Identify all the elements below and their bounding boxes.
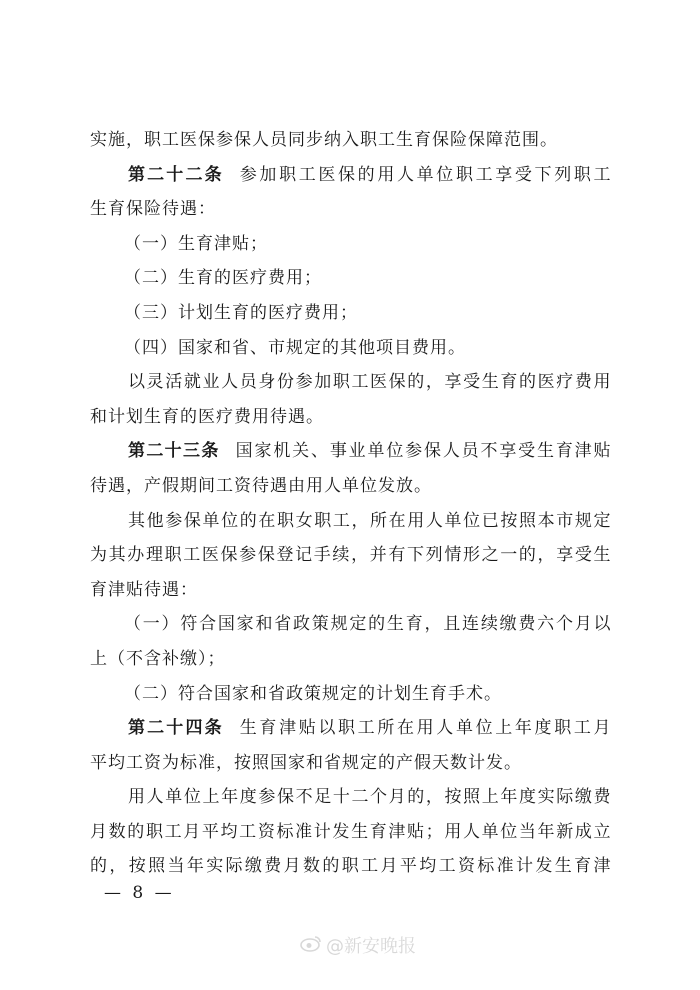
text-line: 和计划生育的医疗费用待遇。 bbox=[90, 407, 324, 427]
watermark bbox=[300, 932, 416, 958]
text-line: 的，按照当年实际缴费月数的职工月平均工资标准计发生育津 bbox=[90, 856, 612, 876]
text-line: 上（不含补缴）； bbox=[90, 649, 226, 669]
list-item: （一）生育津贴； bbox=[124, 234, 268, 254]
text-line: 育津贴待遇： bbox=[90, 580, 198, 600]
page-number: — 8 — bbox=[104, 883, 175, 903]
list-item: （三）计划生育的医疗费用； bbox=[124, 303, 358, 323]
text-line: 生育保险待遇： bbox=[90, 199, 216, 219]
list-item: （二）生育的医疗费用； bbox=[124, 268, 322, 288]
text-line: 为其办理职工医保参保登记手续，并有下列情形之一的，享受生 bbox=[90, 545, 612, 565]
text-line: 用人单位上年度参保不足十二个月的，按照上年度实际缴费 bbox=[128, 787, 612, 807]
weibo-icon bbox=[300, 934, 322, 957]
text-line: 实施，职工医保参保人员同步纳入职工生育保险保障范围。 bbox=[90, 130, 558, 150]
article-text: 参加职工医保的用人单位职工享受下列职工 bbox=[239, 165, 613, 185]
article-heading: 第二十四条 bbox=[128, 718, 224, 738]
text-line: 待遇，产假期间工资待遇由用人单位发放。 bbox=[90, 476, 432, 496]
article-24-line bbox=[128, 713, 612, 743]
article-23-line bbox=[128, 436, 612, 466]
article-text: 国家机关、事业单位参保人员不享受生育津贴 bbox=[235, 441, 613, 461]
article-22-line bbox=[128, 160, 612, 190]
text-line: 以灵活就业人员身份参加职工医保的，享受生育的医疗费用 bbox=[128, 372, 612, 392]
text-line: 其他参保单位的在职女职工，所在用人单位已按照本市规定 bbox=[128, 511, 612, 531]
list-item: （二）符合国家和省政策规定的计划生育手术。 bbox=[124, 684, 502, 704]
article-text: 生育津贴以职工所在用人单位上年度职工月 bbox=[239, 718, 613, 738]
watermark-text: @新安晚报 bbox=[326, 936, 416, 957]
article-heading: 第二十三条 bbox=[128, 441, 220, 461]
text-line: 平均工资为标准，按照国家和省规定的产假天数计发。 bbox=[90, 753, 522, 773]
text-line: 月数的职工月平均工资标准计发生育津贴；用人单位当年新成立 bbox=[90, 822, 612, 842]
list-item: （一）符合国家和省政策规定的生育，且连续缴费六个月以 bbox=[124, 614, 612, 634]
list-item: （四）国家和省、市规定的其他项目费用。 bbox=[124, 338, 466, 358]
article-heading: 第二十二条 bbox=[128, 165, 224, 185]
